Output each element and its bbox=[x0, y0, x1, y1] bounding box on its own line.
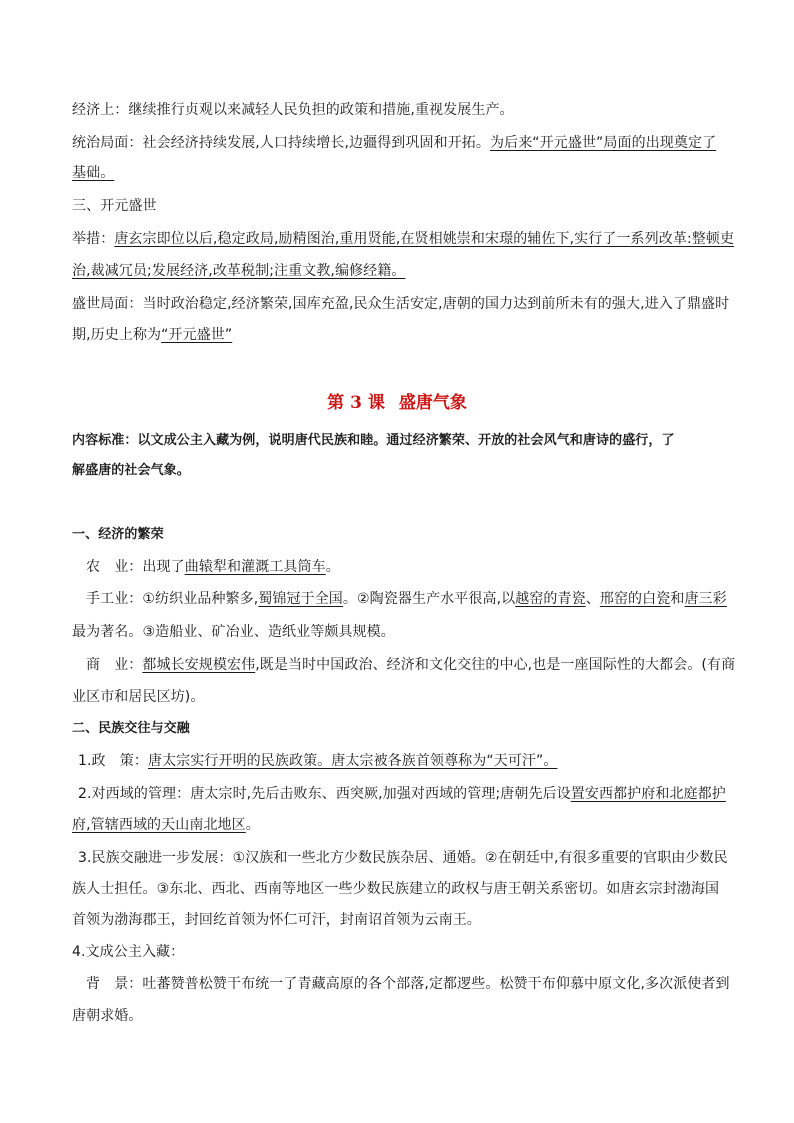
background-text-2: 唐朝求婚。 bbox=[72, 1008, 143, 1024]
economy-text: 继续推行贞观以来减轻人民负担的政策和措施,重视发展生产。 bbox=[128, 102, 514, 118]
lesson-name: 盛唐气象 bbox=[398, 393, 467, 413]
agriculture-text: 出现了 bbox=[142, 559, 185, 575]
handicraft-text-c: 。②陶瓷器生产水平很高,以 bbox=[342, 591, 516, 607]
handicraft-label: 手工业： bbox=[86, 591, 143, 607]
changan-capital: 都城长安规模宏伟 bbox=[142, 657, 256, 673]
handicraft-text-a: ①纺织业品种繁多, bbox=[142, 591, 259, 607]
agriculture-label: 农 业： bbox=[86, 559, 143, 575]
integration-text-2: 族人士担任。③东北、西北、西南等地区一些少数民族建立的政权与唐王朝关系密切。如唐玄宗封渤海国 bbox=[72, 881, 720, 897]
policy-text: 唐太宗实行开明的民族政策。唐太宗被各族首领尊称为“天可汗”。 bbox=[147, 753, 558, 769]
economy-line bbox=[72, 101, 722, 119]
background-label: 背 景： bbox=[86, 976, 143, 992]
integration-line-2 bbox=[72, 880, 722, 898]
policy-label: 1.政 策： bbox=[78, 753, 148, 769]
western-regions-line bbox=[78, 785, 726, 803]
yue-celadon: 越窑的青瓷 bbox=[515, 591, 586, 607]
wencheng-heading bbox=[72, 943, 722, 961]
agriculture-line bbox=[86, 558, 722, 576]
protectorates: 置安西都护府和北庭都护 bbox=[570, 786, 726, 802]
shu-brocade: 蜀锦冠于全国 bbox=[258, 591, 343, 607]
measures-text-2: 治,裁减冗员;发展经济,改革税制;注重文教,编修经籍。 bbox=[72, 263, 406, 279]
commerce-line bbox=[86, 656, 736, 674]
western-regions-line-2 bbox=[72, 816, 722, 834]
wencheng-heading-text: 4.文成公主入藏： bbox=[72, 944, 185, 960]
integration-line bbox=[78, 849, 728, 867]
rule-situation-line-2 bbox=[72, 164, 722, 182]
rule-underline: 为后来“开元盛世”局面的出现奠定了 bbox=[490, 135, 717, 151]
handicraft-line-2 bbox=[72, 623, 722, 641]
content-standard-text-2: 解盛唐的社会气象。 bbox=[72, 463, 190, 478]
integration-line-3 bbox=[72, 911, 722, 929]
content-standard-line bbox=[72, 432, 722, 450]
background-line bbox=[86, 975, 730, 993]
content-standard-text: 内容标准：以文成公主入藏为例，说明唐代民族和睦。通过经济繁荣、开放的社会风气和唐诗的盛行，了 bbox=[72, 433, 675, 448]
tianshan-region: 府,管辖西域的天山南北地区 bbox=[72, 817, 246, 833]
lesson-number: 第 3 课 bbox=[327, 393, 385, 413]
ethnic-heading-text: 二、民族交往与交融 bbox=[72, 721, 190, 736]
western-regions-label: 2.对西域的管理： bbox=[78, 786, 191, 802]
prosperity-text: 当时政治稳定,经济繁荣,国库充盈,民众生活安定,唐朝的国力达到前所未有的强大,进入了鼎盛时 bbox=[142, 296, 730, 312]
western-regions-end: 。 bbox=[245, 817, 260, 833]
prosperity-text-2: 期,历史上称为 bbox=[72, 327, 162, 343]
integration-label: 3.民族交融进一步发展： bbox=[78, 850, 233, 866]
western-regions-text: 唐太宗时,先后击败东、西突厥,加强对西域的管理;唐朝先后设 bbox=[190, 786, 571, 802]
rule-label: 统治局面： bbox=[72, 135, 143, 151]
integration-text: ①汉族和一些北方少数民族杂居、通婚。②在朝廷中,有很多重要的官职由少数民 bbox=[232, 850, 728, 866]
commerce-text-2: 业区市和居民区坊)。 bbox=[72, 689, 205, 705]
rule-situation-line bbox=[72, 134, 722, 152]
measures-line bbox=[72, 230, 735, 248]
agriculture-end: 。 bbox=[325, 559, 340, 575]
handicraft-and: 和 bbox=[670, 591, 685, 607]
lesson-title bbox=[0, 392, 794, 414]
handicraft-text-2: 最为著名。③造船业、矿冶业、造纸业等颇具规模。 bbox=[72, 624, 395, 640]
measures-line-2 bbox=[72, 262, 722, 280]
xing-white-porcelain: 邢窑的白瓷 bbox=[599, 591, 671, 607]
economy-label: 经济上： bbox=[72, 102, 129, 118]
prosperity-line-2 bbox=[72, 326, 722, 344]
integration-text-3: 首领为渤海郡王，封回纥首领为怀仁可汗，封南诏首领为云南王。 bbox=[72, 912, 481, 928]
economy-heading bbox=[72, 526, 722, 544]
ethnic-heading bbox=[72, 720, 722, 738]
policy-line bbox=[78, 752, 722, 770]
rule-underline-end: 基础。 bbox=[72, 165, 115, 181]
commerce-text: ,既是当时中国政治、经济和文化交往的中心,也是一座国际性的大都会。(有商 bbox=[255, 657, 736, 673]
content-standard-line-2 bbox=[72, 462, 722, 480]
tang-sancai: 唐三彩 bbox=[684, 591, 727, 607]
economy-heading-text: 一、经济的繁荣 bbox=[72, 527, 164, 542]
kaiyuan-heading bbox=[72, 197, 722, 215]
kaiyuan-heading-text: 三、开元盛世 bbox=[72, 198, 157, 214]
commerce-label: 商 业： bbox=[86, 657, 143, 673]
prosperity-label: 盛世局面： bbox=[72, 296, 143, 312]
measures-label: 举措： bbox=[72, 231, 115, 247]
background-line-2 bbox=[72, 1007, 722, 1025]
background-text: 吐蕃赞普松赞干布统一了青藏高原的各个部落,定都逻些。松赞干布仰慕中原文化,多次派使者到 bbox=[142, 976, 730, 992]
measures-text: 唐玄宗即位以后,稳定政局,励精图治,重用贤能,在贤相姚崇和宋璟的辅佐下,实行了一系列改革:整顿吏 bbox=[114, 231, 735, 247]
rule-text: 社会经济持续发展,人口持续增长,边疆得到巩固和开拓。 bbox=[142, 135, 490, 151]
handicraft-line bbox=[86, 590, 727, 608]
commerce-line-2 bbox=[72, 688, 722, 706]
prosperity-line bbox=[72, 295, 730, 313]
kaiyuan-term: “开元盛世” bbox=[161, 327, 233, 343]
handicraft-comma: 、 bbox=[585, 591, 600, 607]
agriculture-tools: 曲辕犁和灌溉工具筒车 bbox=[184, 559, 326, 575]
